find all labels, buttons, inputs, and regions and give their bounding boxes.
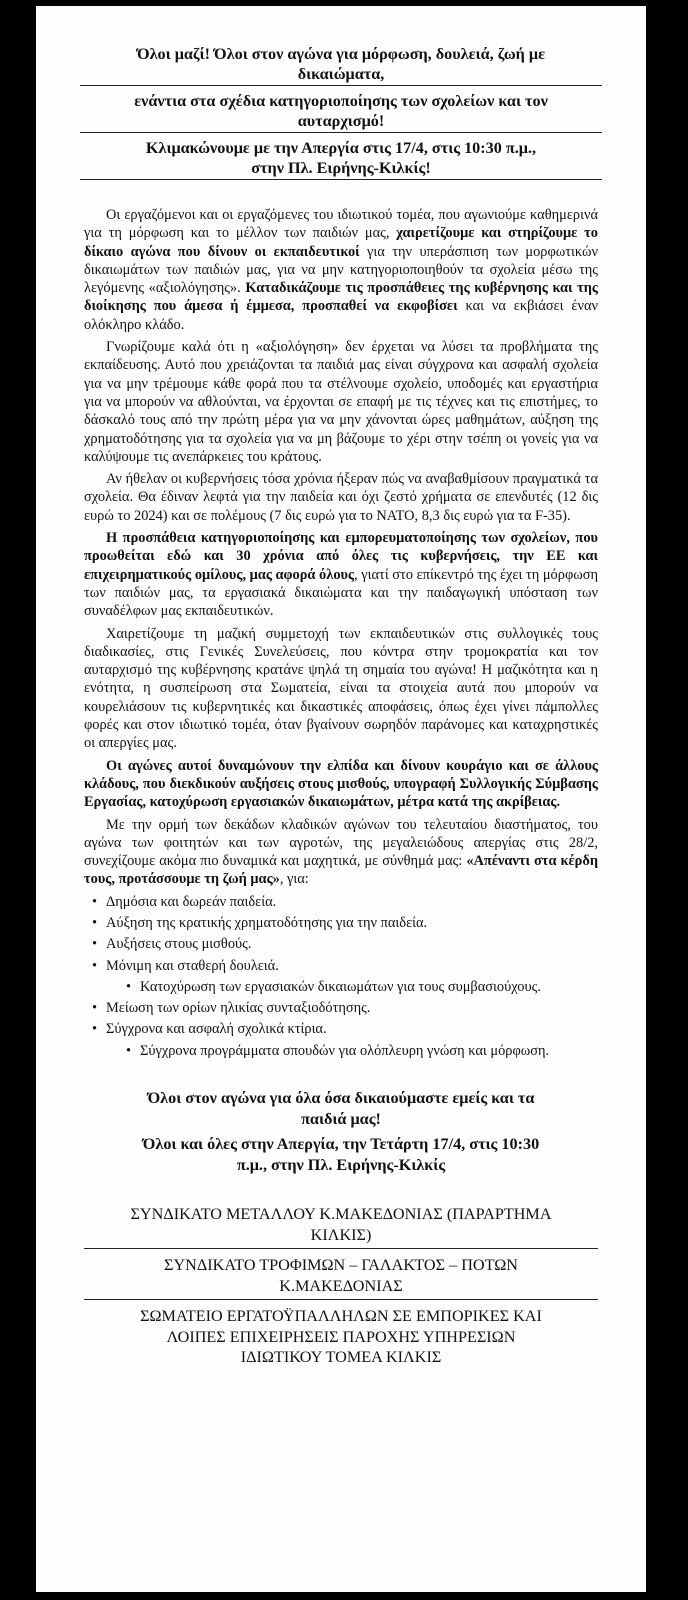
- paragraph-hope: Οι αγώνες αυτοί δυναμώνουν την ελπίδα και δίνουν κουράγιο και σε άλλους κλάδους, που διεκδικούν αυξήσεις στους μισθούς, υπογραφή Συλλογικής Σύμβασης Εργασίας, κατοχύρωση εργασιακών δικαιωμάτων, μέτρα κατά της ακρίβειας.: [84, 757, 598, 811]
- closing-line: παιδιά μας!: [301, 1110, 381, 1129]
- list-item: • Κατοχύρωση των εργασιακών δικαιωμάτων για τους συμβασιούχους.: [106, 978, 598, 996]
- closing-line: Όλοι και όλες στην Απεργία, την Τετάρτη 17/4, στις 10:30: [142, 1135, 540, 1154]
- paragraph-evaluation: Γνωρίζουμε καλά ότι η «αξιολόγηση» δεν έρχεται να λύσει τα προβλήματα της εκπαίδευσης. Αυτό που χρειάζονται τα παιδιά μας είναι σύγχρονα και ασφαλή σχολεία για να μην τρέμουμε κάθε φορά που τα στέλνουμε σχολείο, υποδομές και εργαστήρια για να μπορούν να αθλούνται, να έρχονται σε επαφή με τις τέχνες και τις επιστήμες, το δάσκαλό τους από την πρώτη μέρα για να μην χάνονται ώρες μαθημάτων, αύξηση της χρηματοδότησης για τα σχολεία για να μη βάζουμε το χέρι στην τσέπη οι γονείς για να καλύψουμε τις ανεπάρκειες του κράτους.: [84, 339, 598, 465]
- list-item: • Σύγχρονα και ασφαλή σχολικά κτίρια.: [106, 1020, 598, 1038]
- list-item: • Σύγχρονα προγράμματα σπουδών για ολόπλευρη γνώση και μόρφωση.: [106, 1042, 598, 1060]
- list-item: • Αυξήσεις στους μισθούς.: [106, 935, 598, 953]
- header-divider: [80, 132, 602, 133]
- signatory-employees-association: ΣΩΜΑΤΕΙΟ ΕΡΓΑΤΟΫΠΑΛΛΗΛΩΝ ΣΕ ΕΜΠΟΡΙΚΕΣ ΚΑΙ ΛΟΙΠΕΣ ΕΠΙΧΕΙΡΗΣΕΙΣ ΠΑΡΟΧΗΣ ΥΠΗΡΕΣΙΩΝ ΙΔΙΩΤΙΚΟΥ ΤΟΜΕΑ ΚΙΛΚΙΣ: [84, 1299, 598, 1371]
- header-divider: [80, 179, 602, 180]
- header-divider: [80, 85, 602, 86]
- header-line: Κλιμακώνουμε με την Απεργία στις 17/4, στις 10:30 π.μ.,: [145, 139, 537, 157]
- paragraph-slogan: Με την ορμή των δεκάδων κλαδικών αγώνων του τελευταίου διαστήματος, του αγώνα των φοιτητών και των αγροτών, της μεγαλειώδους απεργίας στις 28/2, συνεχίζουμε ακόμα πιο δυναμικά και μαχητικά, με σύνθημά μας: «Απέναντι στα κέρδη τους, προτάσσουμε τη ζωή μας», για:: [84, 816, 598, 888]
- header-line: αυταρχισμό!: [297, 112, 385, 130]
- closing-line: π.μ., στην Πλ. Ειρήνης-Κιλκίς: [236, 1156, 446, 1175]
- signatory-food-union: ΣΥΝΔΙΚΑΤΟ ΤΡΟΦΙΜΩΝ – ΓΑΛΑΚΤΟΣ – ΠΟΤΩΝ Κ.ΜΑΚΕΔΟΝΙΑΣ: [84, 1248, 598, 1299]
- closing-line: Όλοι στον αγώνα για όλα όσα δικαιούμαστε εμείς και τα: [147, 1089, 535, 1108]
- header-line: Όλοι μαζί! Όλοι στον αγώνα για μόρφωση, δουλειά, ζωή με: [137, 45, 545, 63]
- leaflet-body: [84, 206, 598, 1060]
- header-line: στην Πλ. Ειρήνης-Κιλκίς!: [251, 159, 431, 177]
- list-item: • Μείωση των ορίων ηλικίας συνταξιοδότησης.: [106, 999, 598, 1017]
- header-line: ενάντια στα σχέδια κατηγοριοποίησης των σχολείων και τον: [134, 92, 548, 110]
- paragraph-categorization: Η προσπάθεια κατηγοριοποίησης και εμπορευματοποίησης των σχολείων, που προωθείται εδώ και 30 χρόνια από όλες τις κυβερνήσεις, την ΕΕ και επιχειρηματικούς ομίλους, μας αφορά όλους, γιατί στο επίκεντρό της έχει τη μόρφωση των παιδιών μας, τα εργασιακά δικαιώματα και την παιδαγωγική υπόσταση των συναδέλφων μας εκπαιδευτικών.: [84, 530, 598, 620]
- paragraph-support: Οι εργαζόμενοι και οι εργαζόμενες του ιδιωτικού τομέα, που αγωνιούμε καθημερινά για τη μόρφωση και το μέλλον των παιδιών μας, χαιρετίζουμε και στηρίζουμε το δίκαιο αγώνα που δίνουν οι εκπαιδευτικοί για την υπεράσπιση των μορφωτικών δικαιωμάτων των παιδιών μας, για να μην κατηγοριοποιηθούν τα σχολεία μέσω της λεγόμενης «αξιολόγησης». Καταδικάζουμε τις προσπάθειες της κυβέρνησης και της διοίκησης που άμεσα ή έμμεσα, προσπαθεί να εκφοβίσει και να εκβιάσει έναν ολόκληρο κλάδο.: [84, 207, 599, 333]
- list-item: • Αύξηση της κρατικής χρηματοδότησης για την παιδεία.: [106, 914, 598, 932]
- demands-list: [84, 893, 598, 1060]
- paragraph-assemblies: Χαιρετίζουμε τη μαζική συμμετοχή των εκπαιδευτικών στις συλλογικές τους διαδικασίες, στις Γενικές Συνελεύσεις, που κόντρα στην τρομοκρατία και τον αυταρχισμό της κυβέρνησης κρατάνε ψηλά τη σημαία του αγώνα! Η μαζικότητα και η ενότητα, η συσπείρωση στα Σωματεία, είναι τα στοιχεία αυτά που μπορούν να κουρελιάσουν τις κυβερνητικές και δικαστικές αποφάσεις, όπως έχει γίνει πάμπολλες φορές και στον ιδιωτικό τομέα, όταν βγαίνουν σωρηδόν παράνομες και καταχρηστικές οι απεργίες μας.: [84, 625, 598, 752]
- paragraph-funding: Αν ήθελαν οι κυβερνήσεις τόσα χρόνια ήξεραν πώς να αναβαθμίσουν πραγματικά τα σχολεία. Θα έδιναν λεφτά για την παιδεία και όχι ζεστό χρήματα σε επενδυτές (12 δις ευρώ το 2024) και σε πολέμους (7 δις ευρώ για το ΝΑΤΟ, 8,3 δις ευρώ για τα F-35).: [84, 471, 598, 524]
- signatory-metal-union: ΣΥΝΔΙΚΑΤΟ ΜΕΤΑΛΛΟΥ Κ.ΜΑΚΕΔΟΝΙΑΣ (ΠΑΡΑΡΤΗΜΑ ΚΙΛΚΙΣ): [130, 1205, 552, 1244]
- signatories: [84, 1202, 598, 1371]
- header-line: δικαιώματα,: [297, 65, 385, 83]
- closing-call: [84, 1088, 598, 1176]
- document-page: [36, 6, 646, 1592]
- list-item: • Μόνιμη και σταθερή δουλειά.: [106, 957, 598, 975]
- list-item: • Δημόσια και δωρεάν παιδεία.: [106, 893, 598, 911]
- leaflet-header: [84, 44, 598, 180]
